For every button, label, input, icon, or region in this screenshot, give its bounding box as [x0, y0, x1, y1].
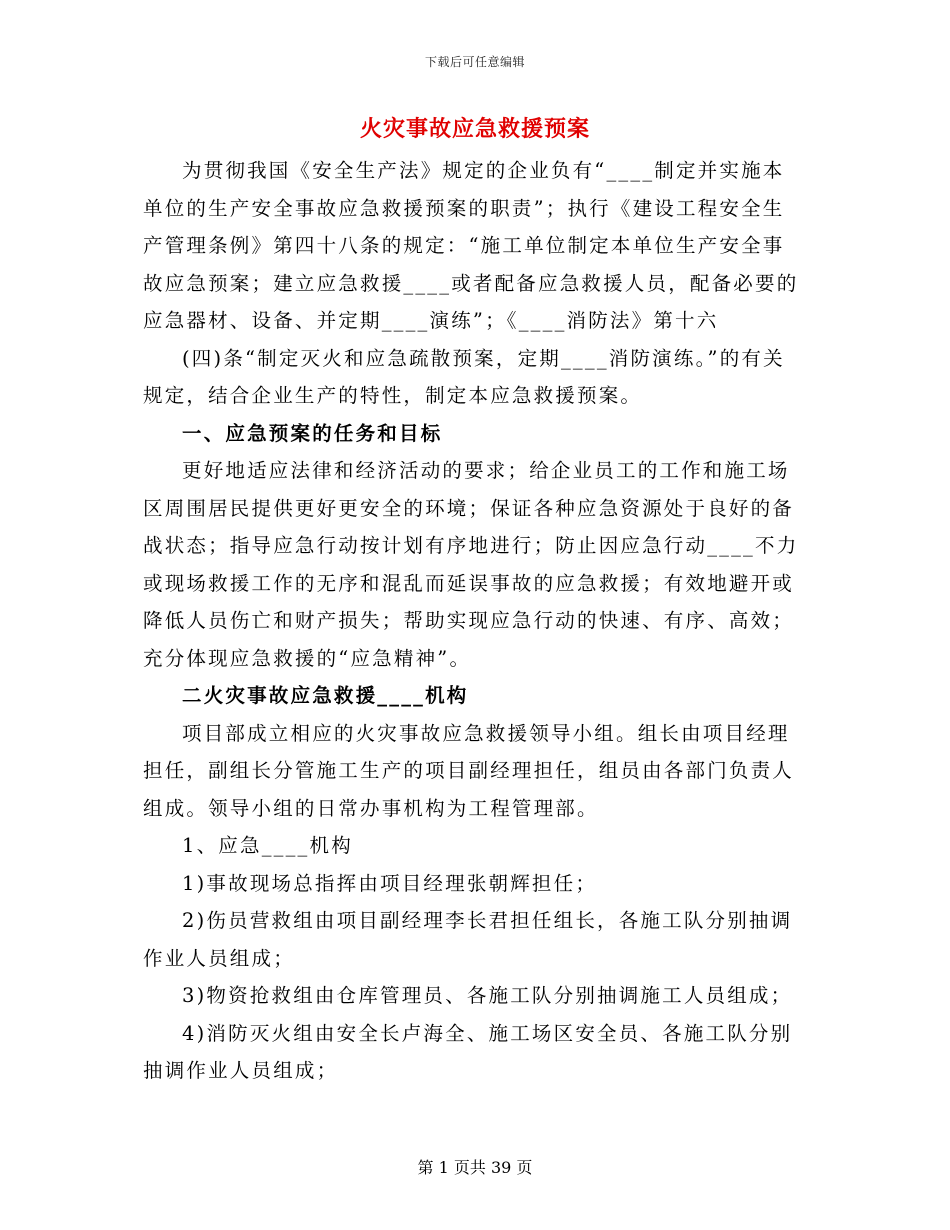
paragraph-intro-1: 为贯彻我国《安全生产法》规定的企业负有“____制定并实施本单位的生产安全事故应急救援预案的职责”；执行《建设工程安全生产管理条例》第四十八条的规定：“施工单位制定本单位生产安全事故应急预案；建立应急救援____或者配备应急救援人员，配备必要的应急器材、设备、并定期____演练”；《____消防法》第十六	[143, 159, 799, 332]
paragraph-section-2: 项目部成立相应的火灾事故应急救援领导小组。组长由项目经理担任，副组长分管施工生产的项目副经理担任，组员由各部门负责人组成。领导小组的日常办事机构为工程管理部。	[143, 721, 795, 820]
list-item-2: 2)伤员营救组由项目副经理李长君担任组长，各施工队分别抽调作业人员组成；	[143, 909, 793, 970]
paragraph-intro-2: (四)条“制定灭火和应急疏散预案，定期____消防演练。”的有关规定，结合企业生产的特性，制定本应急救援预案。	[143, 346, 785, 407]
section-heading-2: 二火灾事故应急救援____机构	[182, 684, 469, 707]
subsection-heading: 1、应急____机构	[182, 834, 353, 857]
list-item-1: 1)事故现场总指挥由项目经理张朝辉担任；	[182, 871, 598, 895]
list-item-3: 3)物资抢救组由仓库管理员、各施工队分别抽调施工人员组成；	[182, 984, 793, 1007]
paragraph-section-1: 更好地适应法律和经济活动的要求；给企业员工的工作和施工场区周围居民提供更好更安全的环境；保证各种应急资源处于良好的备战状态；指导应急行动按计划有序地进行；防止因应急行动____不力或现场救援工作的无序和混乱而延误事故的应急救援；有效地避开或降低人员伤亡和财产损失；帮助实现应急行动的快速、有序、高效；充分体现应急救援的“应急精神”。	[143, 459, 799, 670]
document-body	[143, 152, 801, 1090]
header-note: 下载后可任意编辑	[424, 55, 525, 69]
section-heading-1: 一、应急预案的任务和目标	[182, 421, 443, 445]
document-title: 火灾事故应急救援预案	[359, 116, 590, 142]
list-item-4: 4)消防灭火组由安全长卢海全、施工场区安全员、各施工队分别抽调作业人员组成；	[143, 1021, 793, 1082]
page-number-footer: 第 1 页共 39 页	[417, 1158, 533, 1177]
